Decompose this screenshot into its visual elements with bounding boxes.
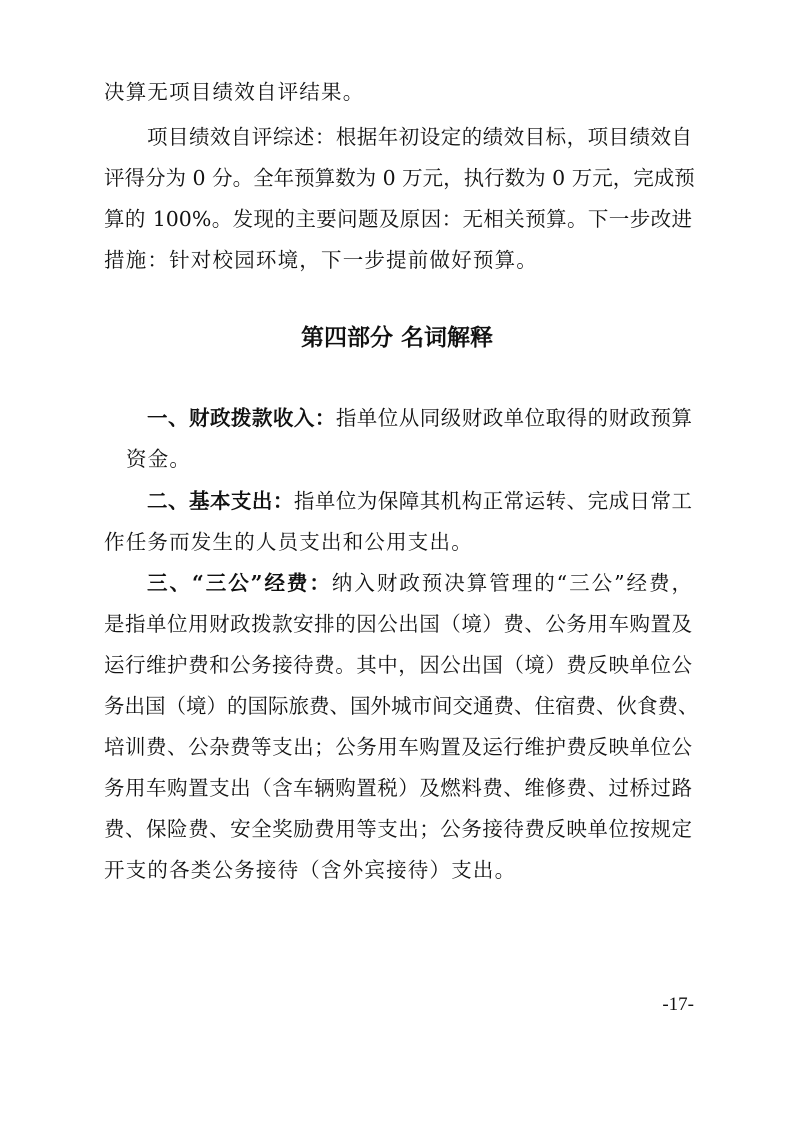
term-line: 是指单位用财政拨款安排的因公出国（境）费、公务用车购置及 xyxy=(104,612,692,636)
term-line: 作任务而发生的人员支出和公用支出。 xyxy=(104,530,473,554)
term-label: 三、“三公”经费： xyxy=(147,571,332,595)
term-line: 费、保险费、安全奖励费用等支出；公务接待费反映单位按规定 xyxy=(104,817,692,841)
paragraph-line: 项目绩效自评综述：根据年初设定的绩效目标，项目绩效自 xyxy=(147,125,692,149)
term-label: 一、财政拨款收入： xyxy=(147,406,336,430)
term-line xyxy=(147,398,692,438)
term-line xyxy=(147,481,692,521)
paragraph-line: 措施：针对校园环境，下一步提前做好预算。 xyxy=(104,248,538,272)
term-line: 培训费、公杂费等支出；公务用车购置及运行维护费反映单位公 xyxy=(104,735,692,759)
term-line: 资金。 xyxy=(126,447,192,471)
section-title: 第四部分 名词解释 xyxy=(300,325,493,351)
term-text: 指单位为保障其机构正常运转、完成日常工 xyxy=(293,489,693,513)
term-label: 二、基本支出： xyxy=(147,489,294,513)
term-line: 开支的各类公务接待（含外宾接待）支出。 xyxy=(104,858,517,882)
term-line: 务出国（境）的国际旅费、国外城市间交通费、住宿费、伙食费、 xyxy=(104,694,699,718)
term-line: 运行维护费和公务接待费。其中，因公出国（境）费反映单位公 xyxy=(104,653,692,677)
term-line: 务用车购置支出（含车辆购置税）及燃料费、维修费、过桥过路 xyxy=(104,776,692,800)
paragraph-line: 算的 100%。发现的主要问题及原因：无相关预算。下一步改进 xyxy=(104,207,692,231)
term-text: 纳入财政预决算管理的“三公”经费， xyxy=(331,571,692,595)
paragraph-line: 评得分为 0 分。全年预算数为 0 万元，执行数为 0 万元，完成预 xyxy=(104,166,695,190)
paragraph-line: 决算无项目绩效自评结果。 xyxy=(104,80,365,104)
page-number: -17- xyxy=(662,994,694,1015)
term-line xyxy=(147,563,692,603)
term-text: 指单位从同级财政单位取得的财政预算 xyxy=(335,406,693,430)
